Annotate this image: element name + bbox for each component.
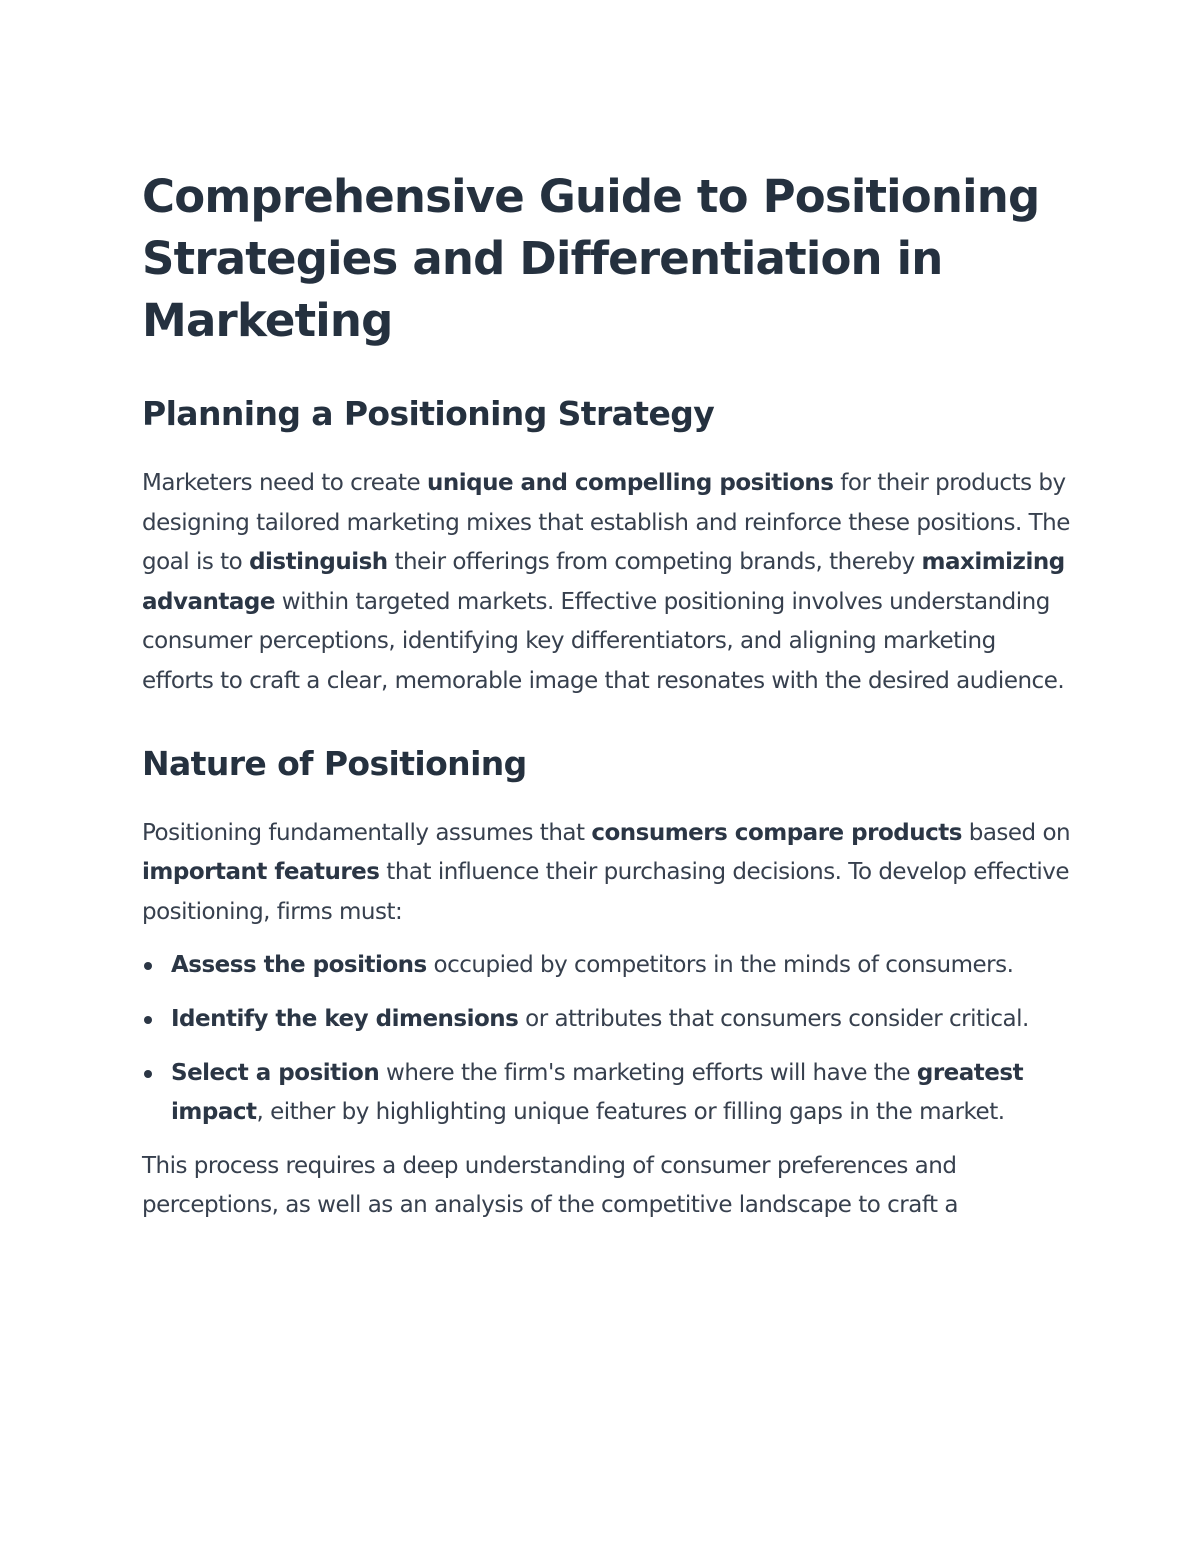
bullet-icon	[144, 1016, 152, 1024]
text-run: , either by highlighting unique features or filling gaps in the market.	[256, 1099, 1005, 1126]
nature-paragraph	[142, 814, 1072, 933]
bold-run: Identify the key dimensions	[171, 1005, 519, 1032]
bold-run: important features	[142, 859, 380, 886]
bold-run: unique and compelling positions	[426, 470, 834, 496]
text-run: their offerings from competing brands, thereby	[387, 549, 922, 576]
bold-run: consumers compare products	[591, 819, 962, 846]
bold-run: Select a position	[171, 1059, 380, 1086]
planning-paragraph	[142, 464, 1072, 702]
list-item	[142, 946, 1072, 986]
text-run: Marketers need to create	[142, 470, 427, 496]
text-run: Positioning fundamentally assumes that	[142, 819, 592, 846]
bullet-icon	[144, 1070, 152, 1078]
list-item	[142, 1054, 1072, 1133]
text-run: for their products by designing tailored marketing mixes that establish and reinforce these positions. The goal is to	[142, 470, 1070, 576]
text-run: occupied by competitors in the minds of consumers.	[426, 952, 1014, 979]
process-paragraph: This process requires a deep understanding of consumer preferences and perceptions, as well as an analysis of the competitive landscape to craft a	[142, 1152, 958, 1219]
bullet-list	[142, 946, 1072, 1132]
text-run: based on	[961, 819, 1071, 846]
text-run: that influence their purchasing decisions. To develop effective positioning, firms must:	[142, 859, 1070, 925]
text-run: or attributes that consumers consider critical.	[518, 1005, 1029, 1032]
section-heading-planning: Planning a Positioning Strategy	[142, 394, 715, 433]
section-heading-nature: Nature of Positioning	[142, 743, 527, 783]
bullet-icon	[144, 962, 152, 970]
bold-run: greatest impact	[171, 1059, 1024, 1126]
bold-run: Assess the positions	[171, 952, 427, 979]
bold-run: distinguish	[249, 549, 388, 576]
bold-run: maximizing advantage	[142, 549, 1065, 615]
text-run: within targeted markets. Effective positioning involves understanding consumer perceptions, identifying key differentiators, and aligning marketing efforts to craft a clear, memorable image that resonates with the desired audience.	[142, 588, 1065, 694]
document-title: Comprehensive Guide to Positioning Strategies and Differentiation in Marketing	[142, 170, 1040, 347]
text-run: where the firm's marketing efforts will have the	[379, 1059, 917, 1086]
document-page	[142, 166, 1072, 1226]
list-item	[142, 1000, 1072, 1040]
